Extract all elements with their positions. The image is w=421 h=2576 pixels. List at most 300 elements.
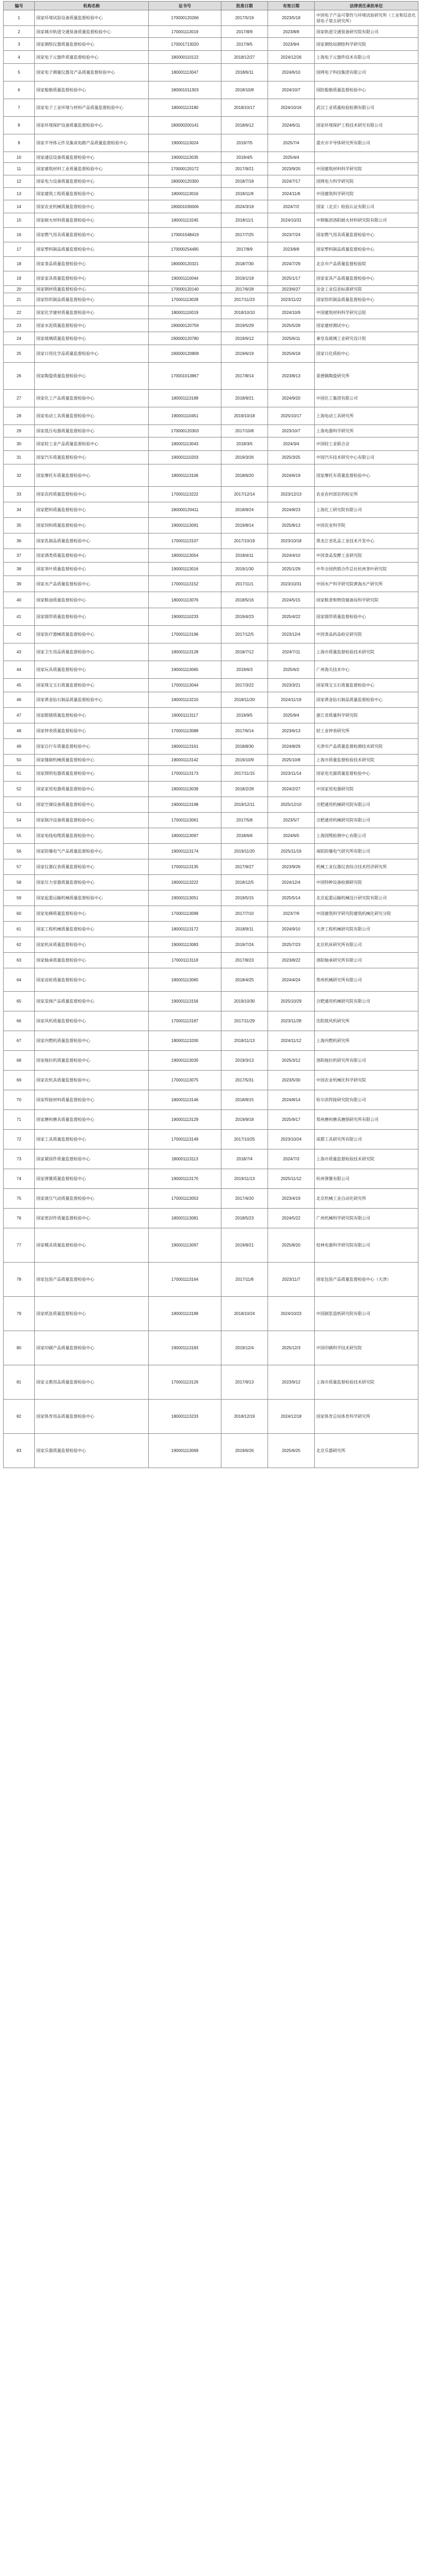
cell-responsible-unit: 中国农业机械化科学研究院	[315, 1071, 418, 1090]
cell-no: 41	[4, 608, 35, 626]
cell-valid-date: 2023/9/4	[268, 38, 315, 51]
cell-responsible-unit: 哈尔滨焊接研究院有限公司	[315, 1090, 418, 1110]
cell-approve-date: 2017/8/14	[221, 363, 268, 390]
cell-no: 52	[4, 782, 35, 797]
cell-approve-date: 2017/10/8	[221, 425, 268, 437]
cell-name: 国家低压电器质量监督检验中心	[35, 425, 149, 437]
cell-valid-date: 2025/5/28	[268, 319, 315, 332]
cell-approve-date: 2019/10/30	[221, 992, 268, 1011]
cell-responsible-unit: 中国特种设备检测研究院	[315, 875, 418, 890]
cell-name: 国家制冷设备质量监督检验中心	[35, 813, 149, 828]
cell-responsible-unit: 中国化工集团有限公司	[315, 390, 418, 407]
cell-no: 39	[4, 576, 35, 592]
cell-name: 国家工具质量监督检验中心	[35, 1130, 149, 1149]
cell-name: 国家电力设备质量监督检验中心	[35, 175, 149, 188]
cell-responsible-unit: 上海电子元器件技术有限公司	[315, 51, 418, 64]
cell-name: 国家体育用品质量监督检验中心	[35, 1400, 149, 1434]
cell-responsible-unit: 国家烟草质量监督检验中心	[315, 608, 418, 626]
cell-no: 80	[4, 1331, 35, 1365]
cell-responsible-unit: 国家粮食和物资储备局科学研究院	[315, 592, 418, 608]
cell-valid-date: 2025/4/4	[268, 152, 315, 163]
cell-name: 国家风机质量监督检验中心	[35, 1011, 149, 1031]
cell-approve-date: 2018/6/20	[221, 464, 268, 487]
cell-approve-date: 2019/6/3	[221, 661, 268, 679]
cell-approve-date: 2018/12/19	[221, 1400, 268, 1434]
cell-cert: 170001113088	[149, 723, 221, 739]
cell-name: 国家家具质量监督检验中心	[35, 271, 149, 286]
cell-responsible-unit	[315, 152, 418, 163]
cell-no: 9	[4, 134, 35, 152]
cell-approve-date: 2017/9/13	[221, 1365, 268, 1400]
cell-approve-date: 2018/12/27	[221, 51, 268, 64]
cell-approve-date: 2018/10/10	[221, 306, 268, 319]
cell-cert: 190001113174	[149, 844, 221, 859]
cell-cert: 180001113128	[149, 643, 221, 661]
table-row	[4, 708, 418, 723]
cell-approve-date: 2019/11/13	[221, 1169, 268, 1189]
cell-responsible-unit: 中国建筑科学研究院建筑机械化研究分院	[315, 906, 418, 922]
cell-name: 国家电子测量仪器及产品质量监督检验中心	[35, 64, 149, 81]
cell-responsible-unit: 杭州弹簧有限公司	[315, 1169, 418, 1189]
cell-valid-date: 2024/5/15	[268, 592, 315, 608]
cell-valid-date: 2024/7/29	[268, 257, 315, 271]
cell-name: 国家防爆电气产品质量监督检验中心	[35, 844, 149, 859]
cell-no: 38	[4, 563, 35, 576]
table-row	[4, 533, 418, 549]
cell-valid-date: 2024/2/27	[268, 782, 315, 797]
cell-no: 24	[4, 332, 35, 345]
cell-name: 国家齿轮质量监督检验中心	[35, 968, 149, 992]
cell-cert: 190001113016	[149, 563, 221, 576]
table-row	[4, 797, 418, 813]
cell-no: 33	[4, 487, 35, 502]
cell-cert: 180001113047	[149, 64, 221, 81]
table-row	[4, 345, 418, 363]
cell-no: 56	[4, 844, 35, 859]
cell-responsible-unit: 中国建筑材料科学研究院	[315, 163, 418, 175]
table-row	[4, 306, 418, 319]
cell-valid-date: 2025/1/29	[268, 563, 315, 576]
cell-responsible-unit: 国网电力科学研究院	[315, 175, 418, 188]
table-row	[4, 363, 418, 390]
cell-cert: 180001113065	[149, 968, 221, 992]
cell-no: 21	[4, 293, 35, 306]
table-row	[4, 766, 418, 782]
table-row	[4, 10, 418, 26]
cell-responsible-unit: 上海市质量监督检验技术研究院	[315, 1365, 418, 1400]
cell-approve-date: 2019/6/12	[221, 332, 268, 345]
cell-name: 国家汽车质量监督检验中心	[35, 451, 149, 464]
cell-cert: 170001113196	[149, 626, 221, 643]
cell-responsible-unit: 中国印刷科学技术研究院	[315, 1331, 418, 1365]
cell-cert: 180001113161	[149, 739, 221, 755]
table-row	[4, 64, 418, 81]
cell-no: 49	[4, 739, 35, 755]
cell-responsible-unit: 国家包装产品质量监督检验中心（天津）	[315, 1263, 418, 1297]
table-row	[4, 242, 418, 257]
cell-responsible-unit: 中国农业科学院	[315, 518, 418, 533]
cell-no: 60	[4, 906, 35, 922]
cell-name: 国家仪器仪表质量监督检验中心	[35, 859, 149, 875]
cell-name: 国家工程机械质量监督检验中心	[35, 922, 149, 937]
cell-cert: 180000110122	[149, 51, 221, 64]
cell-responsible-unit: 国家（北京）检验认证有限公司	[315, 200, 418, 213]
cell-cert: 180001113043	[149, 437, 221, 451]
table-row	[4, 518, 418, 533]
cell-valid-date: 2024/6/10	[268, 64, 315, 81]
cell-cert: 170000120303	[149, 425, 221, 437]
cell-no: 26	[4, 363, 35, 390]
cell-responsible-unit: 国家日化质检中心	[315, 345, 418, 363]
cell-approve-date: 2017/8/23	[221, 953, 268, 968]
cell-approve-date: 2018/7/18	[221, 175, 268, 188]
cell-cert: 170001113075	[149, 1071, 221, 1090]
cell-approve-date: 2018/7/30	[221, 257, 268, 271]
table-row	[4, 175, 418, 188]
cell-approve-date: 2018/12/5	[221, 875, 268, 890]
cell-name: 国家磨料磨具质量监督检验中心	[35, 1110, 149, 1130]
cell-valid-date: 2024/10/7	[268, 81, 315, 99]
cell-valid-date: 2025/5/14	[268, 890, 315, 906]
cell-name: 国家食品质量监督检验中心	[35, 257, 149, 271]
cell-valid-date: 2024/10/9	[268, 306, 315, 319]
cell-cert: 180001113016	[149, 188, 221, 200]
cell-cert: 180001113210	[149, 692, 221, 708]
table-row	[4, 549, 418, 563]
cell-approve-date: 2018/11/13	[221, 1031, 268, 1051]
cell-cert: 180001113245	[149, 213, 221, 228]
cell-no: 73	[4, 1149, 35, 1169]
cell-no: 67	[4, 1031, 35, 1051]
table-row	[4, 213, 418, 228]
cell-valid-date: 2024/7/2	[268, 200, 315, 213]
cell-no: 64	[4, 968, 35, 992]
cell-name: 国家饲料质量监督检验中心	[35, 518, 149, 533]
table-header-row	[4, 2, 418, 10]
cell-responsible-unit: 上海电动工具研究所	[315, 407, 418, 425]
cell-no: 66	[4, 1011, 35, 1031]
cell-approve-date: 2017/11/1	[221, 576, 268, 592]
cell-cert: 180000120300	[149, 175, 221, 188]
cell-valid-date: 2025/9/17	[268, 1110, 315, 1130]
cell-responsible-unit: 国家电光源质量监督检验中心	[315, 766, 418, 782]
cell-cert: 180000120321	[149, 257, 221, 271]
cell-no: 55	[4, 828, 35, 844]
cell-name: 国家纺织制品质量监督检验中心	[35, 293, 149, 306]
cell-cert: 170001113126	[149, 1365, 221, 1400]
table-row	[4, 723, 418, 739]
cell-cert: 170001548419	[149, 228, 221, 242]
cell-valid-date: 2025/7/4	[268, 134, 315, 152]
cell-responsible-unit: 北京机床研究所有限公司	[315, 937, 418, 953]
cell-responsible-unit: 上海国缆检测中心有限公司	[315, 828, 418, 844]
cell-name: 国家包装产品质量监督检验中心	[35, 1263, 149, 1297]
table-row	[4, 26, 418, 38]
cell-responsible-unit: 中华全国供销合作总社杭州茶叶研究院	[315, 563, 418, 576]
table-row	[4, 992, 418, 1011]
cell-valid-date: 2024/6/5	[268, 828, 315, 844]
cell-approve-date: 2017/8/9	[221, 242, 268, 257]
cell-valid-date: 2023/8/22	[268, 953, 315, 968]
cell-no: 71	[4, 1110, 35, 1130]
cell-approve-date: 2017/4/20	[221, 1189, 268, 1209]
cell-no: 68	[4, 1051, 35, 1071]
cell-valid-date: 2023/3/21	[268, 679, 315, 692]
cell-no: 48	[4, 723, 35, 739]
table-row	[4, 859, 418, 875]
cell-approve-date: 2018/10/8	[221, 81, 268, 99]
cell-responsible-unit: 国家轨道交通装备研究院有限公司	[315, 26, 418, 38]
cell-no: 34	[4, 502, 35, 518]
cell-name: 国家纸张质量监督检验中心	[35, 1297, 149, 1331]
cell-valid-date: 2023/9/20	[268, 163, 315, 175]
cell-no: 40	[4, 592, 35, 608]
cell-no: 61	[4, 922, 35, 937]
cell-valid-date: 2025/11/19	[268, 844, 315, 859]
cell-cert: 180001011303	[149, 81, 221, 99]
cell-valid-date: 2023/10/31	[268, 576, 315, 592]
cell-valid-date: 2024/11/12	[268, 1031, 315, 1051]
table-row	[4, 1130, 418, 1149]
table-row	[4, 937, 418, 953]
cell-approve-date: 2017/11/23	[221, 293, 268, 306]
cell-approve-date: 2017/7/25	[221, 228, 268, 242]
cell-valid-date: 2025/10/29	[268, 992, 315, 1011]
cell-cert: 190001113065	[149, 661, 221, 679]
table-row	[4, 51, 418, 64]
cell-no: 72	[4, 1130, 35, 1149]
cell-responsible-unit: 沈阳鼓风机研究所	[315, 1011, 418, 1031]
cell-approve-date: 2018/2/28	[221, 782, 268, 797]
cell-cert: 180001113222	[149, 875, 221, 890]
cell-approve-date: 2019/11/20	[221, 844, 268, 859]
page	[3, 0, 418, 1468]
institution-table	[3, 1, 418, 1468]
cell-responsible-unit: 桂林电器科学研究院有限公司	[315, 1228, 418, 1263]
cell-cert: 170001113135	[149, 859, 221, 875]
cell-approve-date: 2017/11/8	[221, 1263, 268, 1297]
cell-name: 国家电线电缆质量监督检验中心	[35, 828, 149, 844]
cell-approve-date: 2019/6/19	[221, 345, 268, 363]
cell-no: 37	[4, 549, 35, 563]
header-approve-date: 批准日期	[221, 2, 268, 10]
header-responsible-unit: 法律责任承担单位	[315, 2, 418, 10]
cell-name: 国家照明电器质量监督检验中心	[35, 766, 149, 782]
table-row	[4, 487, 418, 502]
cell-cert: 170001113061	[149, 813, 221, 828]
cell-cert: 180001113054	[149, 549, 221, 563]
cell-valid-date: 2024/10/31	[268, 213, 315, 228]
cell-valid-date: 2024/5/22	[268, 1209, 315, 1228]
cell-no: 27	[4, 390, 35, 407]
cell-no: 31	[4, 451, 35, 464]
cell-cert: 170001113044	[149, 679, 221, 692]
cell-approve-date: 2019/5/29	[221, 319, 268, 332]
cell-name: 国家通信设备质量监督检验中心	[35, 152, 149, 163]
cell-approve-date: 2018/9/21	[221, 390, 268, 407]
table-row	[4, 332, 418, 345]
table-row	[4, 38, 418, 51]
cell-name: 国家模具质量监督检验中心	[35, 1228, 149, 1263]
cell-approve-date: 2017/10/25	[221, 1130, 268, 1149]
cell-approve-date: 2019/4/23	[221, 608, 268, 626]
cell-no: 81	[4, 1365, 35, 1400]
cell-approve-date: 2019/6/26	[221, 1434, 268, 1468]
cell-responsible-unit: 中国食品发酵工业研究院	[315, 549, 418, 563]
cell-valid-date: 2023/10/7	[268, 425, 315, 437]
cell-name: 国家钟表质量监督检验中心	[35, 723, 149, 739]
cell-responsible-unit: 上海电器科学研究所	[315, 425, 418, 437]
cell-name: 国家轴承质量监督检验中心	[35, 953, 149, 968]
cell-cert: 180001110019	[149, 306, 221, 319]
cell-name: 国家船舶质量监督检验中心	[35, 81, 149, 99]
cell-valid-date: 2025/9/4	[268, 708, 315, 723]
table-row	[4, 134, 418, 152]
cell-valid-date: 2023/8/8	[268, 242, 315, 257]
cell-no: 12	[4, 175, 35, 188]
cell-cert: 170000254495	[149, 242, 221, 257]
cell-no: 29	[4, 425, 35, 437]
cell-valid-date: 2023/11/22	[268, 293, 315, 306]
cell-valid-date: 2023/4/19	[268, 1189, 315, 1209]
cell-no: 36	[4, 533, 35, 549]
cell-cert: 190001113198	[149, 797, 221, 813]
cell-approve-date: 2018/8/15	[221, 1090, 268, 1110]
cell-approve-date: 2017/12/14	[221, 487, 268, 502]
cell-responsible-unit: 国家家具产品质量监督检验中心	[315, 271, 418, 286]
table-row	[4, 563, 418, 576]
cell-valid-date: 2025/12/3	[268, 1331, 315, 1365]
cell-name: 国家文教用品质量监督检验中心	[35, 1365, 149, 1400]
table-row	[4, 1149, 418, 1169]
cell-responsible-unit: 洛阳轴承研究所有限公司	[315, 953, 418, 968]
cell-responsible-unit: 国网电子科技集团有限公司	[315, 64, 418, 81]
cell-valid-date: 2024/6/19	[268, 464, 315, 487]
cell-cert: 180001113180	[149, 99, 221, 117]
cell-name: 国家印刷产品质量监督检验中心	[35, 1331, 149, 1365]
cell-cert: 190001110044	[149, 271, 221, 286]
cell-approve-date: 2019/3/26	[221, 451, 268, 464]
cell-no: 51	[4, 766, 35, 782]
cell-approve-date: 2017/7/10	[221, 906, 268, 922]
cell-name: 国家密封件质量监督检验中心	[35, 1209, 149, 1228]
cell-approve-date: 2017/3/22	[221, 679, 268, 692]
cell-cert: 170001713020	[149, 38, 221, 51]
cell-cert: 190001113129	[149, 1110, 221, 1130]
table-row	[4, 271, 418, 286]
table-row	[4, 390, 418, 407]
table-row	[4, 228, 418, 242]
cell-name: 国家茶叶质量监督检验中心	[35, 563, 149, 576]
cell-no: 17	[4, 242, 35, 257]
cell-valid-date: 2023/6/13	[268, 723, 315, 739]
cell-no: 6	[4, 81, 35, 99]
table-row	[4, 1365, 418, 1400]
cell-name: 国家轻工业产品质量监督检验中心	[35, 437, 149, 451]
cell-name: 国家乳制品质量监督检验中心	[35, 533, 149, 549]
cell-valid-date: 2023/10/18	[268, 533, 315, 549]
cell-no: 14	[4, 200, 35, 213]
cell-valid-date: 2023/12/4	[268, 626, 315, 643]
cell-valid-date: 2025/12/10	[268, 797, 315, 813]
cell-approve-date: 2019/7/24	[221, 937, 268, 953]
cell-cert: 190001110233	[149, 608, 221, 626]
cell-cert: 190001113117	[149, 708, 221, 723]
cell-valid-date: 2025/3/12	[268, 1051, 315, 1071]
cell-approve-date: 2017/6/14	[221, 723, 268, 739]
table-body	[4, 10, 418, 1468]
cell-responsible-unit: 中国家用电器研究院	[315, 782, 418, 797]
cell-cert: 180001113097	[149, 828, 221, 844]
cell-valid-date: 2024/3/4	[268, 437, 315, 451]
cell-valid-date: 2024/4/24	[268, 968, 315, 992]
cell-responsible-unit: 上海市质量监督检验技术研究院	[315, 1149, 418, 1169]
cell-approve-date: 2018/7/12	[221, 643, 268, 661]
cell-responsible-unit: 国家建材测试中心	[315, 319, 418, 332]
table-row	[4, 1071, 418, 1090]
cell-approve-date: 2018/11/1	[221, 213, 268, 228]
cell-cert: 190000120780	[149, 332, 221, 345]
cell-valid-date: 2024/11/19	[268, 692, 315, 708]
table-row	[4, 425, 418, 437]
table-row	[4, 1400, 418, 1434]
cell-name: 国家焊接材料质量监督检验中心	[35, 1090, 149, 1110]
cell-valid-date: 2024/6/11	[268, 117, 315, 134]
cell-name: 国家水泥质量监督检验中心	[35, 319, 149, 332]
cell-valid-date: 2025/8/20	[268, 1228, 315, 1263]
cell-no: 11	[4, 163, 35, 175]
cell-approve-date: 2018/4/11	[221, 549, 268, 563]
cell-name: 国家摩托车质量监督检验中心	[35, 464, 149, 487]
cell-valid-date: 2024/7/3	[268, 1149, 315, 1169]
cell-no: 74	[4, 1169, 35, 1189]
cell-name: 国家建筑工程质量监督检验中心	[35, 188, 149, 200]
cell-responsible-unit: 国家环境保护工程技术研究有限公司	[315, 117, 418, 134]
cell-name: 国家玩具质量监督检验中心	[35, 661, 149, 679]
table-row	[4, 626, 418, 643]
cell-cert: 190001113035	[149, 1051, 221, 1071]
cell-cert: 190000120809	[149, 345, 221, 363]
cell-cert: 170001113118	[149, 953, 221, 968]
table-row	[4, 257, 418, 271]
cell-approve-date: 2018/8/24	[221, 502, 268, 518]
cell-valid-date: 2023/7/9	[268, 906, 315, 922]
cell-no: 2	[4, 26, 35, 38]
cell-name: 国家肥料质量监督检验中心	[35, 502, 149, 518]
cell-approve-date: 2018/4/25	[221, 968, 268, 992]
cell-name: 国家电子元器件质量监督检验中心	[35, 51, 149, 64]
cell-valid-date: 2025/7/23	[268, 937, 315, 953]
table-row	[4, 755, 418, 766]
cell-valid-date: 2025/6/2	[268, 661, 315, 679]
cell-name: 国家玻璃质量监督检验中心	[35, 332, 149, 345]
cell-cert: 170001113222	[149, 487, 221, 502]
cell-responsible-unit: 中国电子产品可靠性与环境试验研究所（工业和信息化部电子第五研究所）	[315, 10, 418, 26]
table-row	[4, 692, 418, 708]
cell-name: 国家日用化学品质量监督检验中心	[35, 345, 149, 363]
cell-cert: 180001113076	[149, 592, 221, 608]
cell-responsible-unit: 北京起重运输机械设计研究院有限公司	[315, 890, 418, 906]
table-row	[4, 1189, 418, 1209]
cell-cert: 190001113083	[149, 937, 221, 953]
cell-name: 国家酒类质量监督检验中心	[35, 549, 149, 563]
cell-cert: 180001113172	[149, 922, 221, 937]
cell-cert: 170001113028	[149, 293, 221, 306]
cell-valid-date: 2024/9/20	[268, 390, 315, 407]
cell-no: 18	[4, 257, 35, 271]
cell-name: 国家化学建材质量监督检验中心	[35, 306, 149, 319]
cell-approve-date: 2019/8/21	[221, 1228, 268, 1263]
